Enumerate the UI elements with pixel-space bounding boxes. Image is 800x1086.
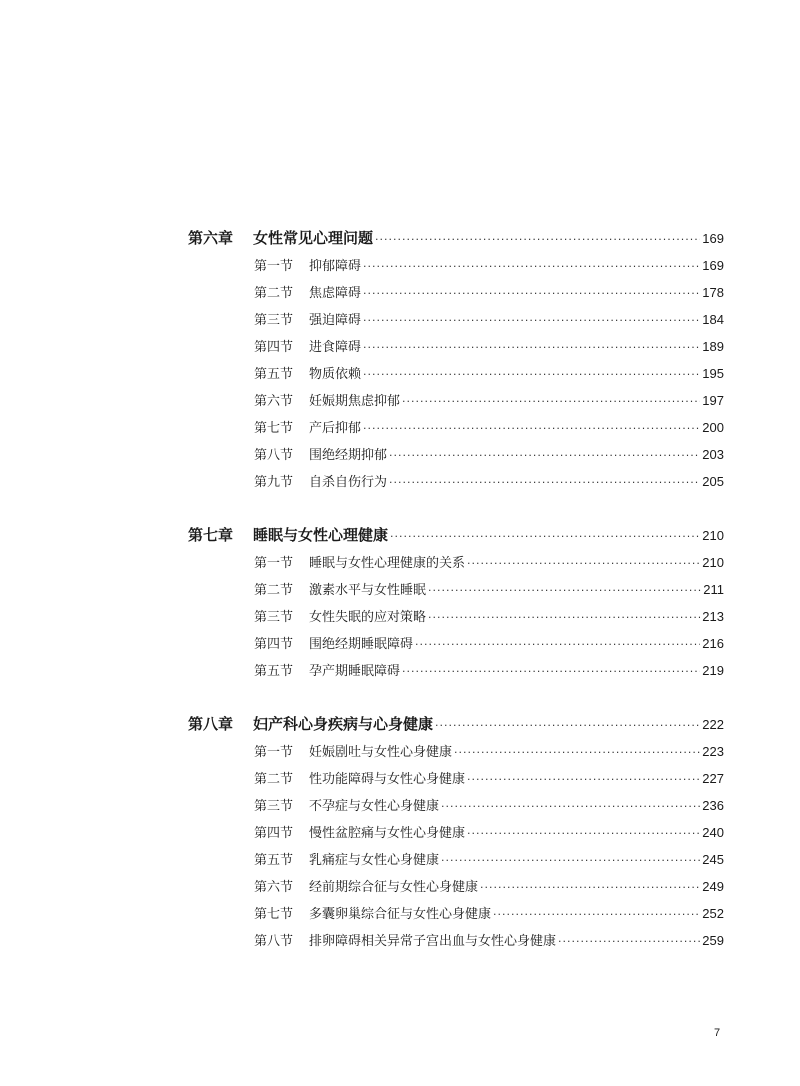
section-number: 第七节 xyxy=(254,907,294,922)
section-entry[interactable] xyxy=(188,738,724,765)
chapter-title: 女性常见心理问题 xyxy=(253,229,374,247)
section-number: 第四节 xyxy=(254,826,294,841)
section-entry[interactable] xyxy=(188,927,724,954)
section-entry[interactable] xyxy=(188,279,724,306)
dot-leader xyxy=(467,820,700,847)
dot-leader xyxy=(467,550,700,577)
section-title: 乳痛症与女性心身健康 xyxy=(309,853,440,868)
section-title: 排卵障碍相关异常子宫出血与女性心身健康 xyxy=(309,934,557,949)
dot-leader xyxy=(390,523,700,550)
section-entry[interactable] xyxy=(188,414,724,441)
section-page-number: 184 xyxy=(702,312,724,327)
section-entry[interactable] xyxy=(188,333,724,360)
section-number: 第五节 xyxy=(254,367,294,382)
section-page-number: 252 xyxy=(702,906,724,921)
chapter-block xyxy=(188,522,724,684)
section-entry[interactable] xyxy=(188,657,724,684)
section-title: 物质依赖 xyxy=(309,367,362,382)
dot-leader xyxy=(402,658,700,685)
dot-leader xyxy=(441,793,700,820)
section-title: 产后抑郁 xyxy=(309,421,362,436)
section-entry[interactable] xyxy=(188,549,724,576)
section-entry[interactable] xyxy=(188,387,724,414)
section-page-number: 259 xyxy=(702,933,724,948)
section-title: 焦虑障碍 xyxy=(309,286,362,301)
section-title: 强迫障碍 xyxy=(309,313,362,328)
section-page-number: 216 xyxy=(702,636,724,651)
section-title: 不孕症与女性心身健康 xyxy=(309,799,440,814)
dot-leader xyxy=(375,226,700,253)
section-number: 第六节 xyxy=(254,880,294,895)
section-page-number: 227 xyxy=(702,771,724,786)
section-page-number: 211 xyxy=(703,582,724,597)
dot-leader xyxy=(493,901,700,928)
dot-leader xyxy=(363,361,700,388)
chapter-page-number: 210 xyxy=(702,528,724,543)
section-entry[interactable] xyxy=(188,468,724,495)
section-number: 第二节 xyxy=(254,583,294,598)
dot-leader xyxy=(363,307,700,334)
section-number: 第五节 xyxy=(254,664,294,679)
section-number: 第一节 xyxy=(254,556,294,571)
section-page-number: 200 xyxy=(702,420,724,435)
chapter-number: 第六章 xyxy=(188,229,234,247)
section-page-number: 197 xyxy=(702,393,724,408)
section-number: 第二节 xyxy=(254,286,294,301)
section-title: 性功能障碍与女性心身健康 xyxy=(309,772,466,787)
section-number: 第一节 xyxy=(254,745,294,760)
section-number: 第三节 xyxy=(254,313,294,328)
section-entry[interactable] xyxy=(188,306,724,333)
section-number: 第八节 xyxy=(254,448,294,463)
section-entry[interactable] xyxy=(188,252,724,279)
chapter-heading[interactable] xyxy=(188,225,724,252)
section-page-number: 189 xyxy=(702,339,724,354)
section-page-number: 245 xyxy=(702,852,724,867)
section-page-number: 249 xyxy=(702,879,724,894)
section-entry[interactable] xyxy=(188,360,724,387)
section-entry[interactable] xyxy=(188,873,724,900)
dot-leader xyxy=(435,712,700,739)
dot-leader xyxy=(467,766,700,793)
dot-leader xyxy=(363,280,700,307)
section-title: 妊娠期焦虑抑郁 xyxy=(309,394,401,409)
section-entry[interactable] xyxy=(188,441,724,468)
table-of-contents xyxy=(188,225,724,981)
dot-leader xyxy=(428,604,700,631)
section-page-number: 169 xyxy=(702,258,724,273)
section-entry[interactable] xyxy=(188,603,724,630)
dot-leader xyxy=(454,739,700,766)
section-number: 第三节 xyxy=(254,799,294,814)
section-page-number: 195 xyxy=(702,366,724,381)
section-number: 第七节 xyxy=(254,421,294,436)
section-page-number: 203 xyxy=(702,447,724,462)
section-title: 睡眠与女性心理健康的关系 xyxy=(309,556,466,571)
dot-leader xyxy=(363,253,700,280)
dot-leader xyxy=(363,334,700,361)
section-number: 第四节 xyxy=(254,637,294,652)
chapter-page-number: 222 xyxy=(702,717,724,732)
page-number: 7 xyxy=(714,1027,721,1039)
section-number: 第五节 xyxy=(254,853,294,868)
section-title: 慢性盆腔痛与女性心身健康 xyxy=(309,826,466,841)
dot-leader xyxy=(428,577,701,604)
section-page-number: 205 xyxy=(702,474,724,489)
section-entry[interactable] xyxy=(188,819,724,846)
dot-leader xyxy=(480,874,700,901)
section-title: 围绝经期抑郁 xyxy=(309,448,388,463)
section-title: 抑郁障碍 xyxy=(309,259,362,274)
section-title: 进食障碍 xyxy=(309,340,362,355)
section-title: 多囊卵巢综合征与女性心身健康 xyxy=(309,907,492,922)
dot-leader xyxy=(402,388,700,415)
section-title: 自杀自伤行为 xyxy=(309,475,388,490)
dot-leader xyxy=(558,928,700,955)
section-number: 第六节 xyxy=(254,394,294,409)
section-entry[interactable] xyxy=(188,846,724,873)
chapter-number: 第七章 xyxy=(188,526,234,544)
section-title: 女性失眠的应对策略 xyxy=(309,610,427,625)
chapter-page-number: 169 xyxy=(702,231,724,246)
dot-leader xyxy=(363,415,700,442)
chapter-heading[interactable] xyxy=(188,711,724,738)
section-title: 围绝经期睡眠障碍 xyxy=(309,637,414,652)
section-number: 第一节 xyxy=(254,259,294,274)
section-entry[interactable] xyxy=(188,576,724,603)
section-title: 经前期综合征与女性心身健康 xyxy=(309,880,479,895)
section-page-number: 223 xyxy=(702,744,724,759)
chapter-heading[interactable] xyxy=(188,522,724,549)
dot-leader xyxy=(389,442,700,469)
section-page-number: 178 xyxy=(702,285,724,300)
chapter-title: 睡眠与女性心理健康 xyxy=(253,526,389,544)
section-page-number: 213 xyxy=(702,609,724,624)
chapter-title: 妇产科心身疾病与心身健康 xyxy=(253,715,434,733)
dot-leader xyxy=(415,631,700,658)
section-number: 第九节 xyxy=(254,475,294,490)
section-title: 妊娠剧吐与女性心身健康 xyxy=(309,745,453,760)
dot-leader xyxy=(441,847,700,874)
section-page-number: 210 xyxy=(702,555,724,570)
section-entry[interactable] xyxy=(188,630,724,657)
section-page-number: 236 xyxy=(702,798,724,813)
section-number: 第八节 xyxy=(254,934,294,949)
section-entry[interactable] xyxy=(188,900,724,927)
section-number: 第四节 xyxy=(254,340,294,355)
chapter-block xyxy=(188,711,724,954)
section-number: 第二节 xyxy=(254,772,294,787)
section-page-number: 240 xyxy=(702,825,724,840)
section-entry[interactable] xyxy=(188,765,724,792)
section-title: 激素水平与女性睡眠 xyxy=(309,583,427,598)
chapter-block xyxy=(188,225,724,495)
section-number: 第三节 xyxy=(254,610,294,625)
dot-leader xyxy=(389,469,700,496)
section-page-number: 219 xyxy=(702,663,724,678)
section-entry[interactable] xyxy=(188,792,724,819)
chapter-number: 第八章 xyxy=(188,715,234,733)
section-title: 孕产期睡眠障碍 xyxy=(309,664,401,679)
